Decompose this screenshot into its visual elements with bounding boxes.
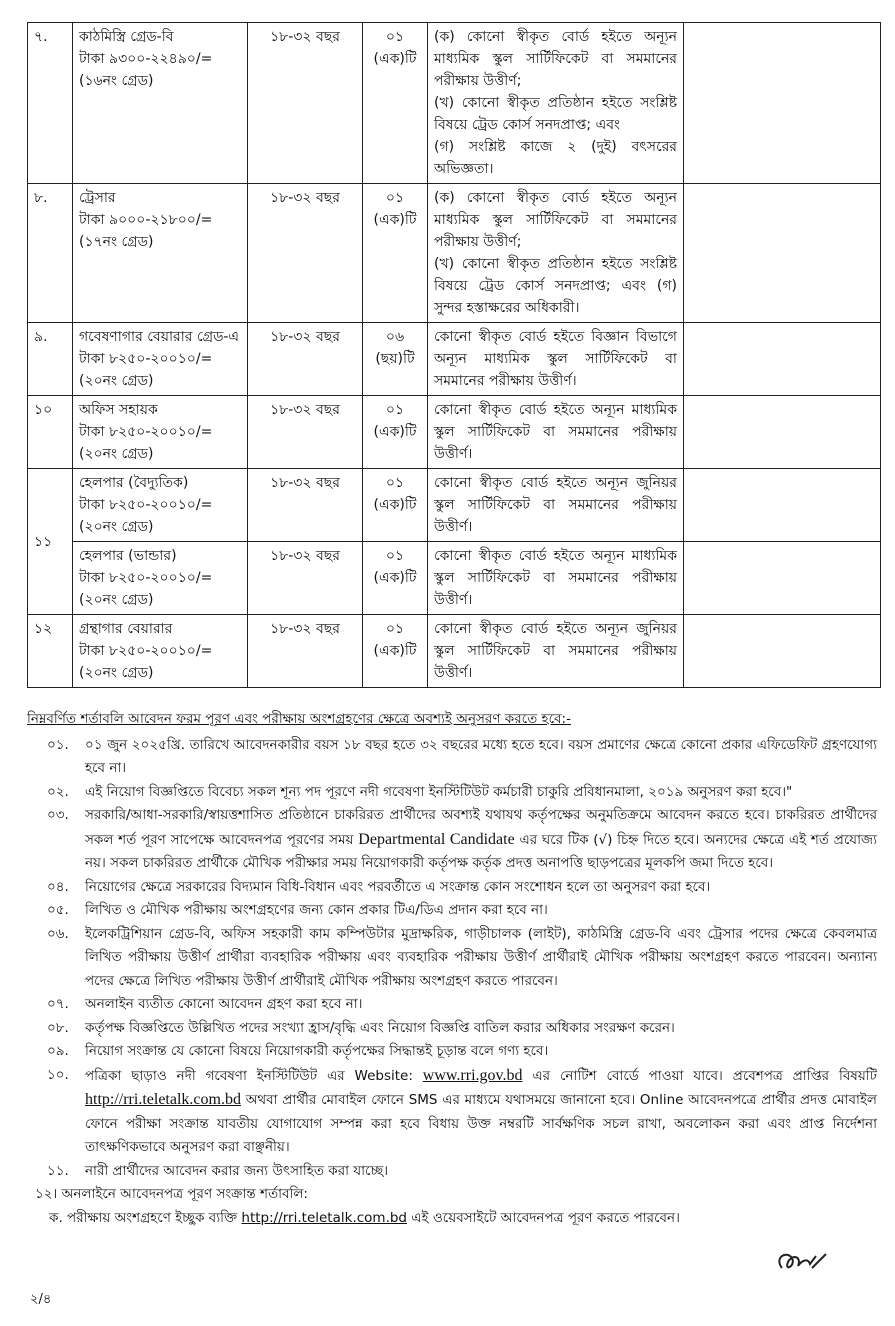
qualification-cell <box>428 615 684 688</box>
qualification-line: (ক) কোনো স্বীকৃত বোর্ড হইতে অন্যূন মাধ্যমিক স্কুল সার্টিফিকেট বা সমমানের পরীক্ষায় উত্তীর্ণ; <box>434 29 677 89</box>
qualification-line: (গ) সংশ্লিষ্ট কাজে ২ (দুই) বৎসরের অভিজ্ঞতা। <box>434 139 677 177</box>
item-12-heading: ১২। অনলাইনে আবেদনপত্র পূরণ সংক্রান্ত শর্তাবলি: <box>35 1186 308 1202</box>
serial-cell: ৭. <box>28 23 73 184</box>
qualification-line: কোনো স্বীকৃত বোর্ড হইতে অন্যূন মাধ্যমিক স্কুল সার্টিফিকেট বা সমমানের পরীক্ষায় উত্তীর্ণ। <box>434 402 677 462</box>
post-line: (২০নং গ্রেড) <box>79 592 154 608</box>
text-segment: অনলাইন ব্যতীত কোনো আবেদন গ্রহণ করা হবে না। <box>85 996 363 1012</box>
condition-text <box>85 923 877 994</box>
conditions-section <box>27 708 877 1230</box>
text-segment: নারী প্রার্থীদের আবেদন করার জন্য উৎসাহিত করা যাচ্ছে। <box>85 1162 389 1179</box>
signature <box>772 1248 832 1282</box>
qualification-line: কোনো স্বীকৃত বোর্ড হইতে অন্যূন জুনিয়র স্কুল সার্টিফিকেট বা সমমানের পরীক্ষায় উত্তীর্ণ। <box>434 475 677 535</box>
text-segment: লিখিত ও মৌখিক পরীক্ষায় অংশগ্রহণের জন্য কোন প্রকার টিএ/ডিএ প্রদান করা হবে না। <box>85 902 548 918</box>
serial-cell: ৮. <box>28 184 73 323</box>
condition-item <box>27 876 877 900</box>
item-text: এই ওয়েবসাইটে আবেদনপত্র পূরণ করতে পারবেন। <box>407 1209 680 1226</box>
condition-item <box>27 1040 877 1064</box>
condition-number: ১১. <box>47 1162 69 1179</box>
count-cell: ০১ (এক)টি <box>363 615 428 688</box>
serial-cell: ১২ <box>28 615 73 688</box>
post-line: (১৭নং গ্রেড) <box>79 234 154 250</box>
post-line: টাকা ৯০০০-২১৮০০/= <box>79 212 213 228</box>
serial-cell: ১১ <box>28 469 73 615</box>
table-row <box>28 323 881 396</box>
post-cell <box>73 542 248 615</box>
age-cell: ১৮-৩২ বছর <box>248 323 363 396</box>
condition-number: ০১. <box>47 736 69 753</box>
post-line: টাকা ৮২৫০-২০০১০/= <box>79 351 213 367</box>
table-row <box>28 615 881 688</box>
count-cell: ০১ (এক)টি <box>363 469 428 542</box>
condition-text <box>85 1040 877 1064</box>
post-line: টাকা ৮২৫০-২০০১০/= <box>79 497 213 513</box>
qualification-cell <box>428 23 684 184</box>
table-row <box>28 396 881 469</box>
remarks-cell <box>684 184 881 323</box>
item-text: ক. পরীক্ষায় অংশগ্রহণে ইচ্ছুক ব্যক্তি <box>49 1209 242 1226</box>
condition-text <box>85 1064 877 1160</box>
condition-item <box>27 1017 877 1041</box>
condition-text <box>85 781 877 805</box>
conditions-heading: নিম্নবর্ণিত শর্তাবলি আবেদন ফরম পূরণ এবং পরীক্ষায় অংশগ্রহণের ক্ষেত্রে অবশ্যই অনুসরণ করতে হবে:- <box>27 711 571 727</box>
qualification-line: কোনো স্বীকৃত বোর্ড হইতে অন্যূন জুনিয়র স্কুল সার্টিফিকেট বা সমমানের পরীক্ষায় উত্তীর্ণ। <box>434 621 677 681</box>
item-12-ka <box>27 1207 877 1231</box>
qualification-cell <box>428 323 684 396</box>
table-row <box>28 184 881 323</box>
condition-text <box>85 993 877 1017</box>
post-cell <box>73 469 248 542</box>
condition-text <box>85 734 877 781</box>
post-cell <box>73 184 248 323</box>
qualification-cell <box>428 469 684 542</box>
text-segment: এর ঘরে টিক (√) চিহ্ন দিতে হবে। অন্যদের ক্ষেত্রে এই শর্ত প্রযোজ্য নয়। সকল চাকরিরত প্রার্থীকে মৌখিক পরীক্ষার সময় নিয়োগকারী কর্তৃপক্ষ কর্তৃক প্রদত্ত অনাপত্তি ছাড়পত্রের মূলকপি জমা দিতে হবে। <box>85 831 877 871</box>
post-line: (২০নং গ্রেড) <box>79 519 154 535</box>
post-line: ট্রেসার <box>79 190 116 206</box>
text-segment: এর নোটিশ বোর্ডে পাওয়া যাবে। প্রবেশপত্র প্রাপ্তির বিষয়টি <box>522 1067 877 1084</box>
website-link[interactable]: www.rri.gov.bd <box>422 1066 523 1084</box>
condition-text <box>85 876 877 900</box>
condition-number: ১০. <box>47 1066 69 1083</box>
text-segment: এই নিয়োগ বিজ্ঞপ্তিতে বিবেচ্য সকল শূন্য পদ পূরণে নদী গবেষণা ইনস্টিটিউট কর্মচারী চাকুরি প্রবিধানমালা, ২০১৯ অনুসরণ করা হবে।" <box>85 783 793 800</box>
condition-number: ০৬. <box>47 925 69 942</box>
text-segment: Departmental Candidate <box>358 830 515 848</box>
table-row <box>28 469 881 542</box>
condition-number: ০৫. <box>47 902 69 918</box>
qualification-cell <box>428 396 684 469</box>
post-line: হেলপার (বৈদ্যুতিক) <box>79 475 189 491</box>
serial-cell: ১০ <box>28 396 73 469</box>
count-cell: ০৬ (ছয়)টি <box>363 323 428 396</box>
qualification-cell <box>428 542 684 615</box>
post-line: (২০নং গ্রেড) <box>79 373 154 389</box>
condition-text <box>85 804 877 876</box>
age-cell: ১৮-৩২ বছর <box>248 184 363 323</box>
condition-text <box>85 1017 877 1041</box>
condition-number: ০৯. <box>47 1043 69 1059</box>
post-line: (১৬নং গ্রেড) <box>79 73 154 89</box>
teletalk-link[interactable]: http://rri.teletalk.com.bd <box>241 1209 407 1226</box>
condition-number: ০৭. <box>47 996 69 1012</box>
qualification-line: কোনো স্বীকৃত বোর্ড হইতে অন্যূন মাধ্যমিক স্কুল সার্টিফিকেট বা সমমানের পরীক্ষায় উত্তীর্ণ। <box>434 548 677 608</box>
table-row <box>28 23 881 184</box>
remarks-cell <box>684 469 881 542</box>
qualification-line: (খ) কোনো স্বীকৃত প্রতিষ্ঠান হইতে সংশ্লিষ্ট বিষয়ে ট্রেড কোর্স সনদপ্রাপ্ত; এবং <box>434 95 677 133</box>
count-cell: ০১ (এক)টি <box>363 184 428 323</box>
count-cell: ০১ (এক)টি <box>363 396 428 469</box>
text-segment: ইলেকট্রিশিয়ান গ্রেড-বি, অফিস সহকারী কাম কম্পিউটার মুদ্রাক্ষরিক, গাড়ীচালক (লাইট), কাঠমিস্ত্রি গ্রেড-বি এবং ট্রেসার পদের ক্ষেত্রে কেবলমাত্র লিখিত পরীক্ষায় উত্তীর্ণ প্রার্থীরা ব্যবহারিক পরীক্ষায় এবং ব্যবহারিক পরীক্ষায় উত্তীর্ণ প্রার্থীরাই মৌখিক পরীক্ষায় অংশগ্রহণ করতে পারবেন। অন্যান্য পদের ক্ষেত্রে লিখিত পরীক্ষায় উত্তীর্ণ প্রার্থীরাই মৌখিক পরীক্ষায় অংশগ্রহণ করতে পারবেন। <box>85 925 877 989</box>
qualification-line: (ক) কোনো স্বীকৃত বোর্ড হইতে অন্যূন মাধ্যমিক স্কুল সার্টিফিকেট বা সমমানের পরীক্ষায় উত্তীর্ণ; <box>434 190 677 250</box>
post-cell <box>73 23 248 184</box>
post-line: গ্রন্থাগার বেয়ারার <box>79 621 173 637</box>
remarks-cell <box>684 615 881 688</box>
teletalk-link[interactable]: http://rri.teletalk.com.bd <box>85 1091 241 1108</box>
condition-text <box>85 1160 877 1184</box>
count-cell: ০১ (এক)টি <box>363 23 428 184</box>
condition-item <box>27 781 877 805</box>
remarks-cell <box>684 323 881 396</box>
posts-table <box>27 22 881 688</box>
post-line: টাকা ৮২৫০-২০০১০/= <box>79 424 213 440</box>
post-cell <box>73 396 248 469</box>
post-line: অফিস সহায়ক <box>79 402 158 418</box>
page-number: ২/৪ <box>30 1292 52 1307</box>
age-cell: ১৮-৩২ বছর <box>248 542 363 615</box>
post-line: (২০নং গ্রেড) <box>79 446 154 462</box>
remarks-cell <box>684 23 881 184</box>
post-line: কাঠমিস্ত্রি গ্রেড-বি <box>79 29 174 45</box>
remarks-cell <box>684 542 881 615</box>
post-line: গবেষণাগার বেয়ারার গ্রেড-এ <box>79 329 240 345</box>
text-segment: পত্রিকা ছাড়াও নদী গবেষণা ইনস্টিটিউট এর Website: <box>85 1067 423 1084</box>
count-cell: ০১ (এক)টি <box>363 542 428 615</box>
condition-item <box>27 899 877 923</box>
text-segment: নিয়োগের ক্ষেত্রে সরকারের বিদ্যমান বিধি-বিধান এবং পরবর্তীতে এ সংক্রান্ত কোন সংশোধন হলে তা অনুসরণ করা হবে। <box>85 878 711 895</box>
age-cell: ১৮-৩২ বছর <box>248 396 363 469</box>
age-cell: ১৮-৩২ বছর <box>248 23 363 184</box>
post-line: টাকা ৮২৫০-২০০১০/= <box>79 570 213 586</box>
condition-number: ০৮. <box>47 1019 69 1036</box>
condition-item <box>27 1160 877 1184</box>
qualification-line: (খ) কোনো স্বীকৃত প্রতিষ্ঠান হইতে সংশ্লিষ্ট বিষয়ে ট্রেড কোর্স সনদপ্রাপ্ত; এবং (গ) সুন্দর হস্তাক্ষরের অধিকারী। <box>434 256 677 316</box>
text-segment: ০১ জুন ২০২৫খ্রি. তারিখে আবেদনকারীর বয়স ১৮ বছর হতে ৩২ বছরের মধ্যে হতে হবে। বয়স প্রমাণের ক্ষেত্রে কোনো প্রকার এফিডেফিট গ্রহণযোগ্য হবে না। <box>85 736 877 776</box>
text-segment: সরকারি/আধা-সরকারি/স্বায়ত্তশাসিত প্রতিষ্ঠানে চাকরিরত প্রার্থীদের অবশ্যই যথাযথ কর্তৃপক্ষের অনুমতিক্রমে আবেদন করতে হবে। চাকরিরত প্রার্থীদের সকল শর্ত পূরণ সাপেক্ষে আবেদনপত্র পূরণের সময় <box>85 807 877 848</box>
condition-number: ০৩. <box>47 807 69 823</box>
qualification-cell <box>428 184 684 323</box>
post-line: হেলপার (ভান্ডার) <box>79 548 177 564</box>
text-segment: নিয়োগ সংক্রান্ত যে কোনো বিষয়ে নিয়োগকারী কর্তৃপক্ষের সিদ্ধান্তই চূড়ান্ত বলে গণ্য হবে। <box>85 1043 549 1059</box>
condition-item <box>27 993 877 1017</box>
table-row <box>28 542 881 615</box>
post-line: (২০নং গ্রেড) <box>79 665 154 681</box>
post-line: টাকা ৮২৫০-২০০১০/= <box>79 643 213 659</box>
age-cell: ১৮-৩২ বছর <box>248 469 363 542</box>
condition-text <box>85 899 877 923</box>
condition-item <box>27 734 877 781</box>
post-cell <box>73 323 248 396</box>
condition-item <box>27 1064 877 1160</box>
remarks-cell <box>684 396 881 469</box>
text-segment: কর্তৃপক্ষ বিজ্ঞপ্তিতে উল্লিখিত পদের সংখ্যা হ্রাস/বৃদ্ধি এবং নিয়োগ বিজ্ঞপ্তি বাতিল করার অধিকার সংরক্ষণ করেন। <box>85 1019 675 1036</box>
condition-item <box>27 804 877 876</box>
condition-number: ০৪. <box>47 878 69 895</box>
post-line: টাকা ৯৩০০-২২৪৯০/= <box>79 51 213 67</box>
text-segment: অথবা প্রার্থীর মোবাইল ফোনে SMS এর মাধ্যমে যথাসময়ে জানানো হবে। Online আবেদনপত্রে প্রার্থীর প্রদত্ত মোবাইল ফোনে পরীক্ষা সংক্রান্ত যাবতীয় যোগাযোগ সম্পন্ন করা হবে বিধায় উক্ত নম্বরটি সার্বক্ষণিক সচল রাখা, অবলোকন করা এবং প্রাপ্ত নির্দেশনা তাৎক্ষণিকভাবে অনুসরণ করা বাঞ্ছনীয়। <box>85 1092 877 1155</box>
qualification-line: কোনো স্বীকৃত বোর্ড হইতে বিজ্ঞান বিভাগে অন্যূন মাধ্যমিক স্কুল সার্টিফিকেট বা সমমানের পরীক্ষায় উত্তীর্ণ। <box>434 329 677 389</box>
age-cell: ১৮-৩২ বছর <box>248 615 363 688</box>
condition-number: ০২. <box>47 783 69 800</box>
condition-item <box>27 923 877 994</box>
serial-cell: ৯. <box>28 323 73 396</box>
post-cell <box>73 615 248 688</box>
